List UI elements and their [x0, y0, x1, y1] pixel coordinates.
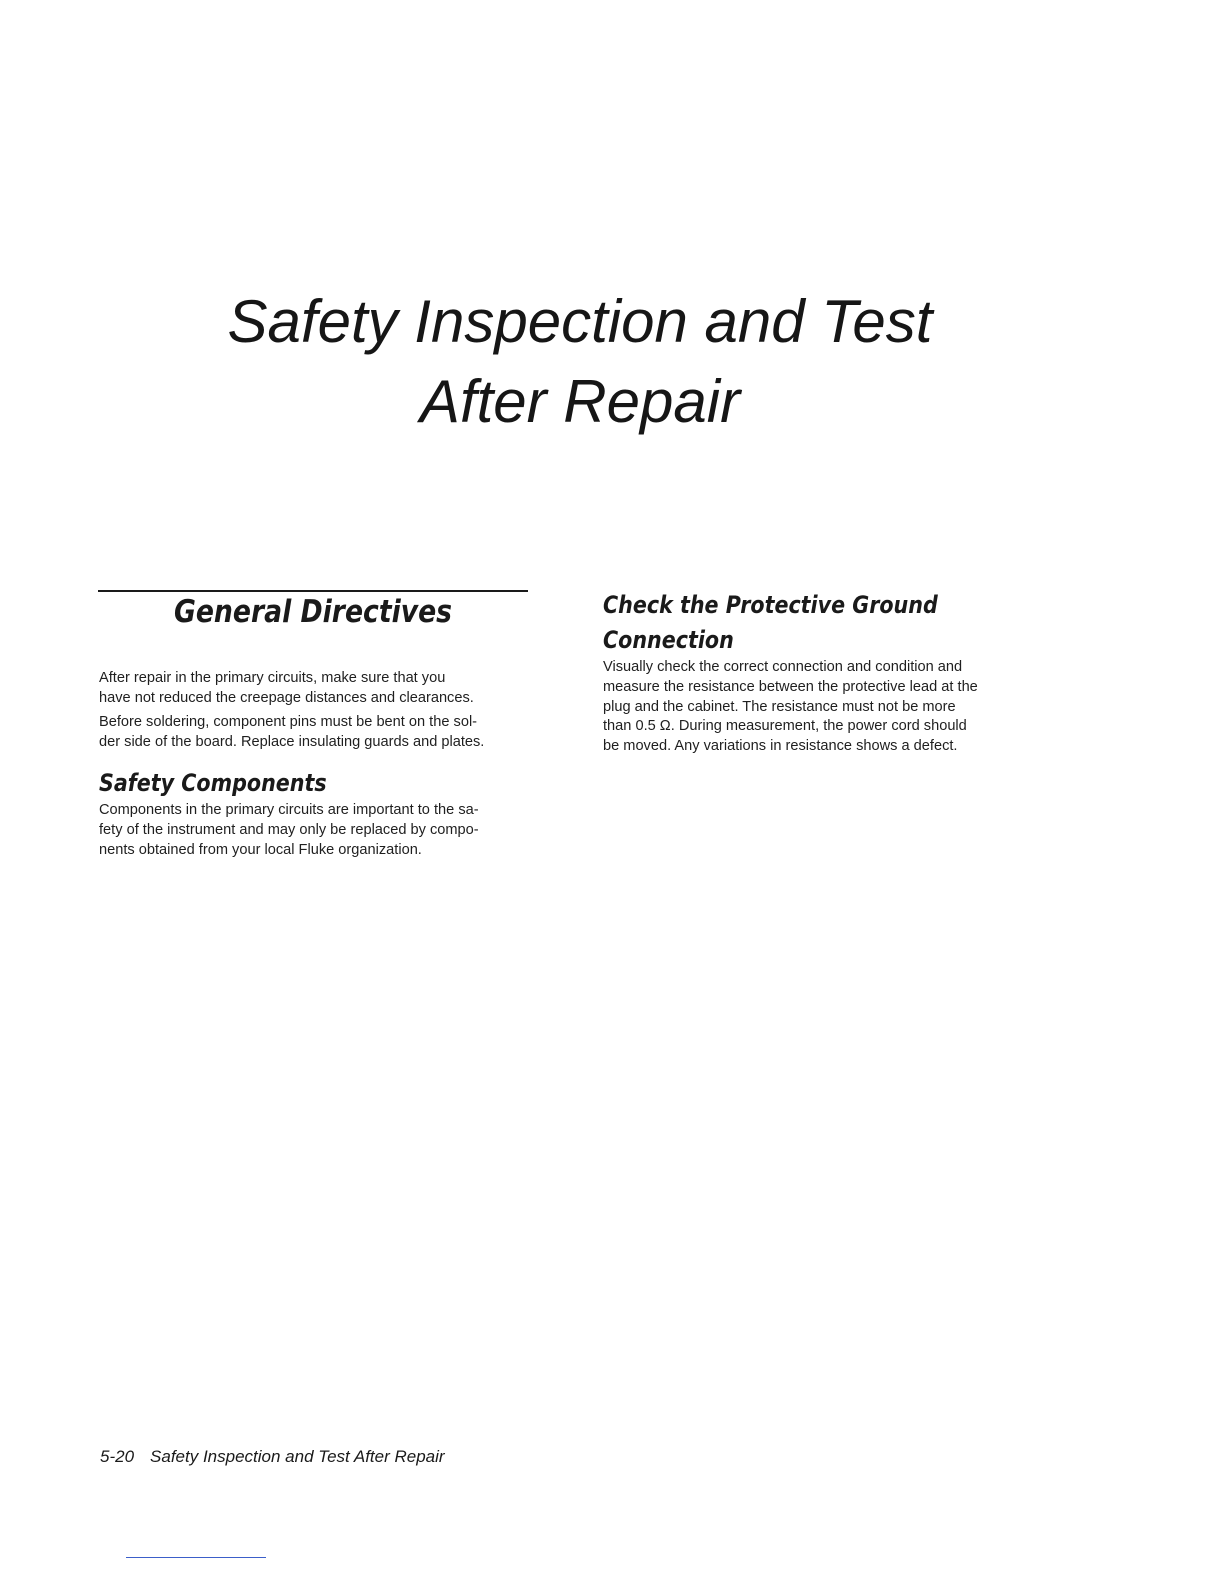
safety-components-heading — [99, 766, 327, 801]
text-line: have not reduced the creepage distances and clearances. — [99, 689, 474, 706]
page-title-line-1: Safety Inspection and Test — [227, 288, 933, 355]
protective-ground-heading — [603, 588, 938, 658]
text-line: Components in the primary circuits are important to the sa- — [99, 802, 479, 818]
text-line: than 0.5 Ω. During measurement, the power cord should — [603, 718, 967, 735]
text-line: be moved. Any variations in resistance shows a defect. — [603, 738, 958, 755]
blue-underline-mark — [126, 1557, 266, 1558]
protective-ground-paragraph — [603, 658, 978, 757]
text-line: Before soldering, component pins must be bent on the sol- — [99, 714, 478, 730]
text-line: nents obtained from your local Fluke organization. — [99, 841, 422, 858]
text-line: measure the resistance between the protective lead at the — [603, 678, 978, 695]
running-title: Safety Inspection and Test After Repair — [150, 1447, 445, 1466]
page-number: 5-20 — [100, 1447, 135, 1466]
general-directives-paragraph-2 — [99, 713, 484, 753]
text-line: der side of the board. Replace insulating guards and plates. — [99, 733, 485, 750]
text-line: fety of the instrument and may only be replaced by compo- — [99, 821, 479, 838]
text-line: Visually check the correct connection and condition and — [603, 659, 963, 675]
heading-line: Check the Protective Ground — [603, 591, 938, 619]
page-footer — [100, 1446, 445, 1468]
safety-components-paragraph — [99, 801, 479, 860]
text-line: After repair in the primary circuits, make sure that you — [99, 670, 446, 686]
heading-line: Connection — [603, 626, 734, 654]
general-directives-paragraph-1 — [99, 669, 474, 709]
text-line: plug and the cabinet. The resistance must not be more — [603, 698, 956, 715]
page-title — [150, 282, 1010, 442]
heading-line: Safety Components — [99, 769, 327, 797]
page-title-line-2: After Repair — [419, 368, 741, 435]
general-directives-heading: General Directives — [173, 594, 453, 630]
